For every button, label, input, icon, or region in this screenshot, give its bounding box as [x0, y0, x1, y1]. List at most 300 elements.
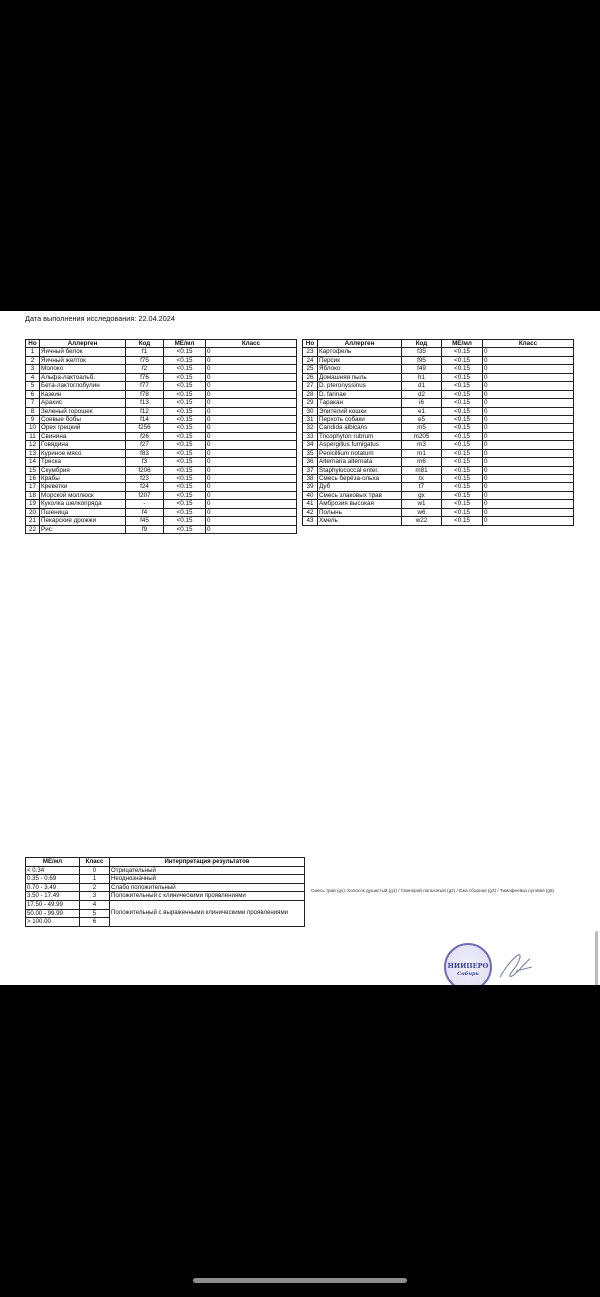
allergen-name: Персик — [318, 356, 402, 364]
allergen-value: <0.15 — [164, 441, 206, 449]
row-number: 27 — [303, 382, 318, 390]
allergen-value: <0.15 — [442, 424, 483, 432]
allergen-value: <0.15 — [164, 407, 206, 415]
row-number: 11 — [26, 432, 40, 440]
row-number: 35 — [303, 449, 318, 457]
allergen-value: <0.15 — [442, 356, 483, 364]
row-number: 20 — [26, 508, 40, 516]
allergen-value: <0.15 — [164, 356, 206, 364]
table-row — [26, 399, 297, 407]
allergen-value: <0.15 — [164, 415, 206, 423]
row-number: 30 — [303, 407, 318, 415]
allergen-value: <0.15 — [164, 424, 206, 432]
allergen-class: 0 — [483, 483, 574, 491]
allergen-class: 0 — [206, 500, 297, 508]
legend-row — [26, 875, 305, 884]
allergen-code: f12 — [126, 407, 164, 415]
allergen-name: Alternaria alternata — [318, 458, 402, 466]
row-number: 7 — [26, 399, 40, 407]
table-row — [26, 432, 297, 440]
allergen-name: Морской моллюск — [40, 491, 126, 499]
left-rows — [26, 348, 297, 534]
stamp-text: НИИПЕРО — [447, 962, 489, 970]
row-number: 10 — [26, 424, 40, 432]
allergen-code: f14 — [126, 415, 164, 423]
allergen-name: Орех грецкий — [40, 424, 126, 432]
header-no: Но — [26, 340, 40, 348]
allergen-class: 0 — [206, 508, 297, 516]
allergen-value: <0.15 — [164, 500, 206, 508]
allergen-name: Aspergillus fumigatus — [318, 441, 402, 449]
allergen-class: 0 — [483, 373, 574, 381]
allergen-class: 0 — [206, 491, 297, 499]
row-number: 28 — [303, 390, 318, 398]
header-no: Но — [303, 340, 318, 348]
table-row — [26, 475, 297, 483]
allergen-class: 0 — [206, 441, 297, 449]
allergen-class: 0 — [206, 432, 297, 440]
table-row — [26, 491, 297, 499]
allergen-code: f3 — [126, 458, 164, 466]
allergen-value: <0.15 — [164, 390, 206, 398]
allergen-class: 0 — [483, 382, 574, 390]
legend-interpretation: Положительный с клиническими проявлениями — [110, 892, 305, 901]
table-row — [303, 373, 574, 381]
allergen-code: f2 — [126, 365, 164, 373]
allergen-code: m81 — [402, 466, 442, 474]
allergen-value: <0.15 — [442, 432, 483, 440]
allergen-code: m3 — [402, 441, 442, 449]
allergen-name: D. pteronyssinus — [318, 382, 402, 390]
legend-row — [26, 900, 305, 909]
row-number: 26 — [303, 373, 318, 381]
allergen-class: 0 — [483, 458, 574, 466]
allergen-value: <0.15 — [442, 382, 483, 390]
table-row — [303, 382, 574, 390]
allergen-name: Альфа-лактоальб. — [40, 373, 126, 381]
legend-header-value: МЕ/мл — [26, 858, 80, 867]
allergen-value: <0.15 — [164, 348, 206, 356]
allergen-class: 0 — [483, 517, 574, 525]
row-number: 3 — [26, 365, 40, 373]
allergen-value: <0.15 — [442, 390, 483, 398]
allergen-name: Перхоть собаки — [318, 415, 402, 423]
allergen-class: 0 — [206, 525, 297, 533]
document-sheet — [0, 311, 600, 985]
row-number: 21 — [26, 517, 40, 525]
table-row — [26, 390, 297, 398]
allergen-code: - — [126, 500, 164, 508]
allergen-name: Яичный желток — [40, 356, 126, 364]
table-row — [303, 432, 574, 440]
table-row — [303, 500, 574, 508]
allergen-value: <0.15 — [164, 508, 206, 516]
allergen-class: 0 — [483, 390, 574, 398]
table-row — [303, 390, 574, 398]
table-row — [303, 475, 574, 483]
row-number: 31 — [303, 415, 318, 423]
allergen-name: Таракан — [318, 399, 402, 407]
allergen-code: f45 — [126, 517, 164, 525]
allergen-value: <0.15 — [442, 483, 483, 491]
allergen-class: 0 — [206, 466, 297, 474]
allergen-code: f77 — [126, 382, 164, 390]
row-number: 29 — [303, 399, 318, 407]
allergen-value: <0.15 — [442, 348, 483, 356]
header-value: МЕ/мл — [164, 340, 206, 348]
table-row — [303, 365, 574, 373]
row-number: 37 — [303, 466, 318, 474]
table-row — [26, 382, 297, 390]
table-row — [26, 365, 297, 373]
allergen-name: Дуб — [318, 483, 402, 491]
allergen-code: f49 — [402, 365, 442, 373]
test-date-label: Дата выполнения исследования: 22.04.2024 — [25, 314, 175, 323]
row-number: 14 — [26, 458, 40, 466]
row-number: 2 — [26, 356, 40, 364]
allergen-code: f35 — [402, 348, 442, 356]
table-row — [303, 356, 574, 364]
table-row — [303, 508, 574, 516]
grass-mix-note: Смесь трав (gx): Колосок душистый (g1) / Свинорой пальчатый (g2) / Ежа сборная (g3) / Тимофеевка луговая (g6) — [311, 888, 555, 893]
allergen-class: 0 — [483, 475, 574, 483]
table-row — [26, 525, 297, 533]
allergen-class: 0 — [206, 348, 297, 356]
header-value: МЕ/мл — [442, 340, 483, 348]
legend-range: 0.70 - 3.49 — [26, 883, 80, 892]
row-number: 12 — [26, 441, 40, 449]
allergen-value: <0.15 — [164, 382, 206, 390]
allergen-name: Казеин — [40, 390, 126, 398]
allergen-value: <0.15 — [164, 517, 206, 525]
allergen-name: Penicillium notatum — [318, 449, 402, 457]
allergen-code: f1 — [126, 348, 164, 356]
allergen-code: f207 — [126, 491, 164, 499]
row-number: 1 — [26, 348, 40, 356]
allergen-name: Пшеница — [40, 508, 126, 516]
allergen-name: Candida albicans — [318, 424, 402, 432]
legend-range: > 100.00 — [26, 918, 80, 927]
allergen-code: e1 — [402, 407, 442, 415]
row-number: 33 — [303, 432, 318, 440]
allergen-name: Яблоко — [318, 365, 402, 373]
signature — [496, 949, 536, 983]
allergen-name: Куриное мясо — [40, 449, 126, 457]
legend-row — [26, 866, 305, 875]
row-number: 40 — [303, 491, 318, 499]
allergen-name: Полынь — [318, 508, 402, 516]
allergen-code: e5 — [402, 415, 442, 423]
allergen-code: d1 — [402, 382, 442, 390]
legend-range: 17.50 - 49.99 — [26, 900, 80, 909]
allergen-value: <0.15 — [442, 373, 483, 381]
allergen-class: 0 — [483, 356, 574, 364]
allergen-class: 0 — [483, 415, 574, 423]
legend-class: 3 — [80, 892, 110, 901]
allergen-name: Хмель — [318, 517, 402, 525]
table-row — [26, 348, 297, 356]
legend-header-interpretation: Интерпретация результатов — [110, 858, 305, 867]
allergen-class: 0 — [483, 424, 574, 432]
allergen-name: Скумбрия — [40, 466, 126, 474]
allergen-code: h1 — [402, 373, 442, 381]
table-row — [303, 458, 574, 466]
legend-class: 5 — [80, 909, 110, 918]
legend-class: 2 — [80, 883, 110, 892]
table-row — [303, 399, 574, 407]
row-number: 38 — [303, 475, 318, 483]
table-row — [26, 466, 297, 474]
interpretation-table — [25, 857, 305, 927]
row-number: 43 — [303, 517, 318, 525]
allergen-code: f4 — [126, 508, 164, 516]
allergen-name: Свинина — [40, 432, 126, 440]
table-row — [303, 449, 574, 457]
allergen-code: f9 — [126, 525, 164, 533]
allergen-code: m6 — [402, 458, 442, 466]
table-row — [26, 356, 297, 364]
allergen-value: <0.15 — [442, 449, 483, 457]
header-code: Код — [402, 340, 442, 348]
allergen-code: m205 — [402, 432, 442, 440]
table-row — [303, 424, 574, 432]
allergen-class: 0 — [206, 449, 297, 457]
allergen-name: Крабы — [40, 475, 126, 483]
allergen-class: 0 — [206, 483, 297, 491]
legend-row — [26, 883, 305, 892]
allergen-value: <0.15 — [442, 466, 483, 474]
allergen-class: 0 — [483, 491, 574, 499]
legend-class: 6 — [80, 918, 110, 927]
allergen-code: f27 — [126, 441, 164, 449]
legend-range: 50.00 - 99.99 — [26, 909, 80, 918]
allergen-code: d2 — [402, 390, 442, 398]
legend-interpretation: Отрицательный — [110, 866, 305, 875]
allergen-class: 0 — [483, 399, 574, 407]
allergen-code: w22 — [402, 517, 442, 525]
allergen-value: <0.15 — [442, 458, 483, 466]
allergen-class: 0 — [206, 356, 297, 364]
allergen-class: 0 — [483, 407, 574, 415]
allergen-code: f23 — [126, 475, 164, 483]
row-number: 25 — [303, 365, 318, 373]
legend-header-row — [26, 858, 305, 867]
row-number: 6 — [26, 390, 40, 398]
allergen-class: 0 — [206, 373, 297, 381]
row-number: 18 — [26, 491, 40, 499]
allergen-name: Яичный белок — [40, 348, 126, 356]
row-number: 42 — [303, 508, 318, 516]
table-row — [303, 415, 574, 423]
allergen-class: 0 — [206, 475, 297, 483]
allergen-value: <0.15 — [164, 373, 206, 381]
allergen-code: tx — [402, 475, 442, 483]
right-rows — [303, 348, 574, 525]
header-allergen: Аллерген — [40, 340, 126, 348]
table-row — [303, 517, 574, 525]
allergen-name: Рис — [40, 525, 126, 533]
allergen-value: <0.15 — [164, 525, 206, 533]
row-number: 9 — [26, 415, 40, 423]
table-row — [303, 483, 574, 491]
stamp-subtext: Сибирь — [457, 971, 479, 977]
allergen-value: <0.15 — [442, 407, 483, 415]
table-row — [303, 407, 574, 415]
legend-range: < 0.34 — [26, 866, 80, 875]
allergen-name: Соевые бобы — [40, 415, 126, 423]
allergen-code: i6 — [402, 399, 442, 407]
row-number: 19 — [26, 500, 40, 508]
row-number: 13 — [26, 449, 40, 457]
allergen-value: <0.15 — [164, 432, 206, 440]
row-number: 22 — [26, 525, 40, 533]
table-row — [26, 500, 297, 508]
allergen-name: D. farinae — [318, 390, 402, 398]
allergen-code: w6 — [402, 508, 442, 516]
header-class: Класс — [483, 340, 574, 348]
allergen-class: 0 — [483, 500, 574, 508]
allergen-name: Staphylococcal enter. — [318, 466, 402, 474]
row-number: 23 — [303, 348, 318, 356]
row-number: 15 — [26, 466, 40, 474]
table-row — [303, 441, 574, 449]
allergen-code: gx — [402, 491, 442, 499]
allergen-class: 0 — [483, 466, 574, 474]
allergen-class: 0 — [483, 508, 574, 516]
allergen-name: Куколка шелкопряда — [40, 500, 126, 508]
allergen-code: f78 — [126, 390, 164, 398]
home-indicator[interactable] — [193, 1278, 407, 1283]
table-header-row — [26, 340, 297, 348]
allergen-value: <0.15 — [164, 449, 206, 457]
table-row — [26, 458, 297, 466]
header-allergen: Аллерген — [318, 340, 402, 348]
table-row — [26, 407, 297, 415]
allergen-code: f256 — [126, 424, 164, 432]
row-number: 5 — [26, 382, 40, 390]
allergen-value: <0.15 — [442, 491, 483, 499]
row-number: 36 — [303, 458, 318, 466]
legend-row — [26, 892, 305, 901]
row-number: 24 — [303, 356, 318, 364]
legend-range: 3.50 - 17.49 — [26, 892, 80, 901]
row-number: 34 — [303, 441, 318, 449]
legend-class: 1 — [80, 875, 110, 884]
allergen-name: Домашняя пыль — [318, 373, 402, 381]
row-number: 41 — [303, 500, 318, 508]
allergen-code: t7 — [402, 483, 442, 491]
row-number: 32 — [303, 424, 318, 432]
allergen-code: f206 — [126, 466, 164, 474]
allergen-class: 0 — [206, 365, 297, 373]
allergen-class: 0 — [206, 407, 297, 415]
allergen-code: f76 — [126, 373, 164, 381]
allergen-class: 0 — [206, 382, 297, 390]
allergen-name: Арахис — [40, 399, 126, 407]
table-row — [26, 508, 297, 516]
allergen-class: 0 — [206, 424, 297, 432]
allergen-class: 0 — [483, 432, 574, 440]
clinic-stamp — [444, 943, 492, 985]
table-row — [26, 415, 297, 423]
table-row — [26, 373, 297, 381]
allergen-name: Треска — [40, 458, 126, 466]
allergen-class: 0 — [483, 365, 574, 373]
allergen-value: <0.15 — [164, 399, 206, 407]
allergen-name: Смесь берёза-ольха — [318, 475, 402, 483]
allergen-value: <0.15 — [442, 508, 483, 516]
allergen-value: <0.15 — [442, 365, 483, 373]
table-row — [26, 441, 297, 449]
table-row — [26, 517, 297, 525]
allergen-value: <0.15 — [164, 365, 206, 373]
allergen-name: Пекарские дрожжи — [40, 517, 126, 525]
allergen-name: Молоко — [40, 365, 126, 373]
table-row — [303, 348, 574, 356]
legend-class: 0 — [80, 866, 110, 875]
legend-interpretation-merged: Положительный с выраженными клиническими проявлениями — [110, 900, 305, 926]
allergen-code: f26 — [126, 432, 164, 440]
allergen-value: <0.15 — [164, 458, 206, 466]
row-number: 17 — [26, 483, 40, 491]
allergen-value: <0.15 — [442, 500, 483, 508]
allergen-name: Креветки — [40, 483, 126, 491]
allergen-code: w1 — [402, 500, 442, 508]
allergen-name: Смесь злаковых трав — [318, 491, 402, 499]
allergen-class: 0 — [206, 517, 297, 525]
allergen-name: Амброзия высокая — [318, 500, 402, 508]
table-header-row — [303, 340, 574, 348]
row-number: 39 — [303, 483, 318, 491]
table-row — [26, 483, 297, 491]
table-row — [26, 449, 297, 457]
allergen-value: <0.15 — [442, 415, 483, 423]
header-code: Код — [126, 340, 164, 348]
allergen-name: Картофель — [318, 348, 402, 356]
allergen-table-left — [25, 339, 297, 534]
allergen-name: Tricophyton rubrum — [318, 432, 402, 440]
allergen-table-right — [302, 339, 574, 526]
allergen-name: Бета-лактоглобулин — [40, 382, 126, 390]
legend-interpretation: Неоднозначный — [110, 875, 305, 884]
allergen-value: <0.15 — [442, 475, 483, 483]
allergen-name: Говядина — [40, 441, 126, 449]
table-row — [303, 466, 574, 474]
row-number: 16 — [26, 475, 40, 483]
allergen-value: <0.15 — [442, 517, 483, 525]
row-number: 4 — [26, 373, 40, 381]
allergen-class: 0 — [483, 348, 574, 356]
allergen-code: f83 — [126, 449, 164, 457]
allergen-value: <0.15 — [164, 475, 206, 483]
table-row — [303, 491, 574, 499]
allergen-class: 0 — [206, 458, 297, 466]
scrollbar[interactable] — [595, 931, 598, 985]
allergen-code: m1 — [402, 449, 442, 457]
allergen-value: <0.15 — [442, 441, 483, 449]
allergen-code: m5 — [402, 424, 442, 432]
allergen-value: <0.15 — [442, 399, 483, 407]
legend-class: 4 — [80, 900, 110, 909]
allergen-code: f24 — [126, 483, 164, 491]
allergen-value: <0.15 — [164, 466, 206, 474]
header-class: Класс — [206, 340, 297, 348]
allergen-value: <0.15 — [164, 491, 206, 499]
allergen-name: Эпителий кошки — [318, 407, 402, 415]
legend-interpretation: Слабо положительный — [110, 883, 305, 892]
allergen-code: f13 — [126, 399, 164, 407]
allergen-code: f95 — [402, 356, 442, 364]
